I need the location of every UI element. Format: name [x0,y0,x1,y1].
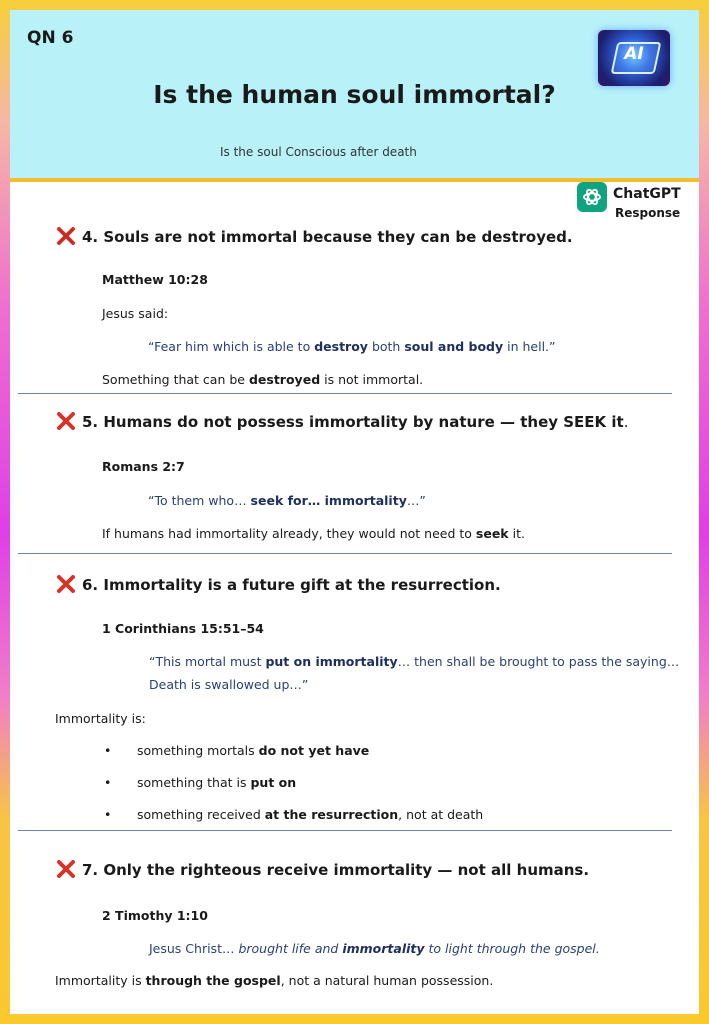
list-item-text: something that is put on [137,775,297,790]
section-heading [56,575,501,594]
response-label: Response [615,206,681,220]
cross-mark-icon [56,227,76,245]
heading-text: 7. Only the righteous receive immortality — not all humans. [82,861,590,879]
list-item-text: something received at the resurrection, not at death [137,807,484,822]
section-divider [18,393,672,394]
ai-chip-icon [598,30,670,86]
conclusion-text: Something that can be destroyed is not immortal. [102,372,424,387]
list-item: • [104,807,112,822]
scripture-reference: Matthew 10:28 [102,272,208,287]
section-heading [56,860,589,879]
header-banner [10,10,699,182]
document-page [10,10,699,1014]
conclusion-text: If humans had immortality already, they would not need to seek it. [102,526,525,541]
list-item: • [104,743,112,758]
question-number: QN 6 [27,28,74,48]
page-title: Is the human soul immortal? [153,80,556,109]
section-divider [18,553,672,554]
scripture-reference: Romans 2:7 [102,459,185,474]
openai-logo-icon [577,182,607,212]
section-heading [56,227,573,246]
cross-mark-icon [56,412,76,430]
cross-mark-icon [56,575,76,593]
scripture-quote: “This mortal must put on immortality… then shall be brought to pass the saying… [149,654,680,669]
scripture-quote: “Fear him which is able to destroy both soul and body in hell.” [148,339,556,354]
section-heading: 5. Humans do not possess immortality by nature — they SEEK it. [56,412,628,431]
scripture-quote: “To them who… seek for… immortality…” [148,493,426,508]
conclusion-text: Immortality is through the gospel, not a natural human possession. [55,973,494,988]
chatgpt-label: ChatGPT [613,186,681,202]
intro-text: Jesus said: [102,306,169,321]
intro-text: Immortality is: [55,711,146,726]
scripture-quote: Jesus Christ… brought life and immortality to light through the gospel. [149,941,600,956]
cross-mark-icon [56,860,76,878]
heading-text: 4. Souls are not immortal because they can be destroyed. [82,228,573,246]
scripture-reference: 1 Corinthians 15:51–54 [102,621,264,636]
list-item: • [104,775,112,790]
heading-text: 6. Immortality is a future gift at the resurrection. [82,576,501,594]
page-subtitle: Is the soul Conscious after death [220,145,417,159]
list-item-text: something mortals do not yet have [137,743,370,758]
scripture-quote-line2: Death is swallowed up…” [149,677,309,692]
section-divider [18,830,672,831]
ai-badge-text: AI [624,44,644,64]
heading-text: 5. Humans do not possess immortality by nature — they SEEK it [82,413,624,431]
scripture-reference: 2 Timothy 1:10 [102,908,208,923]
